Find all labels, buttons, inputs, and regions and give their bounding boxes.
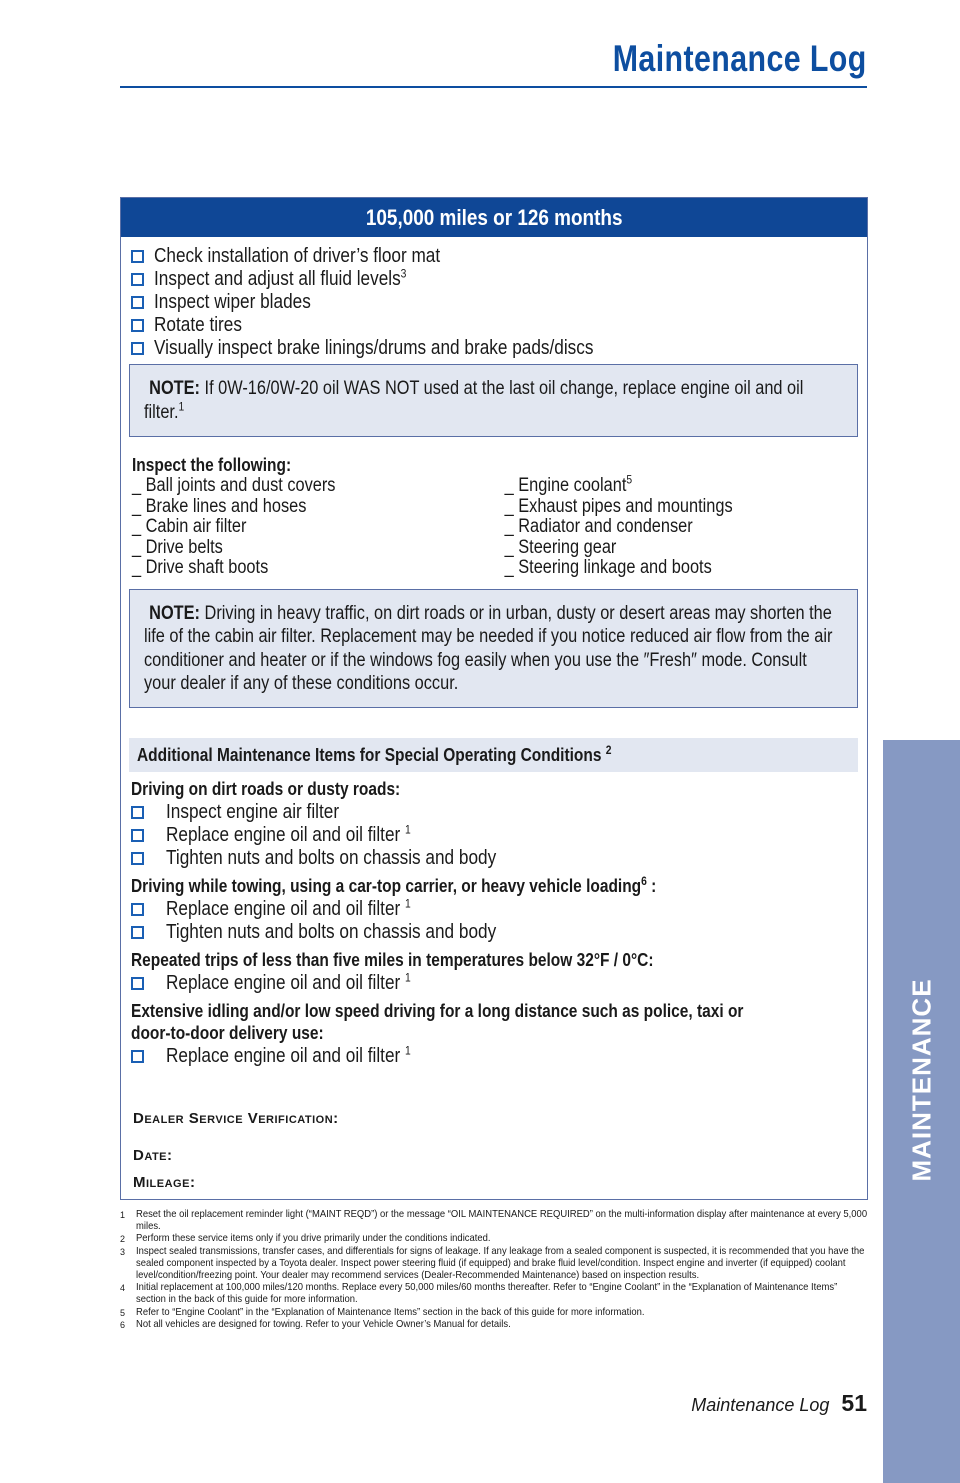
inspect-section: [132, 455, 867, 579]
inspect-item: _ Cabin air filter: [132, 516, 247, 537]
inspect-heading: Inspect the following:: [132, 455, 292, 475]
note-text: Driving in heavy traffic, on dirt roads or in urban, dusty or desert areas may shorten the life of the cabin air filter. Replacement may be needed if you notice reduced air flow from the air conditioner and heater or if the windows fog easily when you use the ″Fresh″ mode. Consult your dealer if any of these conditions occur.: [144, 602, 833, 694]
inspect-item: _ Drive shaft boots: [132, 557, 269, 578]
footnote: 5 Refer to “Engine Coolant” in the “Explanation of Maintenance Items” section in the back of this guide for more information.: [120, 1305, 645, 1318]
inspect-item: _ Steering linkage and boots: [504, 557, 712, 578]
checkbox-icon[interactable]: [131, 296, 144, 309]
title-rule: [120, 86, 867, 88]
condition-group: [121, 1000, 867, 1068]
condition-group: [121, 778, 867, 870]
inspect-item: _ Ball joints and dust covers: [132, 475, 336, 496]
note-label: NOTE:: [149, 378, 200, 399]
checkbox-icon[interactable]: [131, 1050, 144, 1063]
note-oil: NOTE: If 0W-16/0W-20 oil WAS NOT used at the last oil change, replace engine oil and oil filter.$^1$: [129, 364, 858, 437]
inspect-item: _ Drive belts: [132, 536, 223, 558]
condition-label: Repeated trips of less than five miles in temperatures below 32°F / 0°C:: [131, 949, 654, 970]
inspect-item: _ Exhaust pipes and mountings: [504, 495, 733, 517]
condition-item: Inspect engine air filter: [131, 801, 867, 824]
footer-label: Maintenance Log: [691, 1395, 830, 1415]
condition-label: Driving while towing, using a car-top carrier, or heavy vehicle loading$^6$ :: [131, 873, 657, 896]
condition-item: Tighten nuts and bolts on chassis and body: [131, 847, 867, 870]
checkbox-icon[interactable]: [131, 250, 144, 263]
footnote: 1 Reset the oil replacement reminder light (“MAINT REQD”) or the message “OIL MAINTENANCE REQUIRED” on the multi-information display after maintenance at every 5,000 miles.: [120, 1208, 868, 1233]
checkbox-icon[interactable]: [131, 977, 144, 990]
checklist-item: Check installation of driver’s floor mat: [131, 245, 867, 268]
page-number: 51: [841, 1390, 867, 1416]
mileage-label: Mileage:: [133, 1173, 196, 1191]
condition-item: Replace engine oil and oil filter $^1$: [131, 972, 867, 995]
note-label: NOTE:: [149, 602, 200, 624]
condition-item: Replace engine oil and oil filter $^1$: [131, 824, 867, 847]
checkbox-icon[interactable]: [131, 829, 144, 842]
page-footer: [691, 1390, 867, 1417]
condition-label: Driving on dirt roads or dusty roads:: [131, 778, 401, 799]
footnote: 6 Not all vehicles are designed for towing. Refer to your Vehicle Owner’s Manual for details.: [120, 1317, 511, 1330]
inspect-item: _ Engine coolant$^5$: [504, 472, 633, 496]
checkbox-icon[interactable]: [131, 806, 144, 819]
footnote: 3 Inspect sealed transmissions, transfer cases, and differentials for signs of leakage. If any leakage from a sealed component is suspected, it is recommended that you have the sealed component inspected by a Toyota dealer. Inspect power steering fluid (if equipped) and brake fluid level/condition. Inspect engine and inverter (if equipped) coolant level/condition/freezing point. Your dealer may recommend services (Dealer-Recommended Maintenance) based on inspection results.: [120, 1244, 865, 1282]
checkbox-icon[interactable]: [131, 319, 144, 332]
footnotes: [120, 1208, 868, 1330]
checkbox-icon[interactable]: [131, 852, 144, 865]
page-title: Maintenance Log: [613, 38, 867, 79]
side-tab-label: MAINTENANCE: [906, 978, 936, 1182]
condition-item: Replace engine oil and oil filter $^1$: [131, 898, 867, 921]
checkbox-icon[interactable]: [131, 342, 144, 355]
inspect-item: _ Brake lines and hoses: [132, 495, 307, 517]
checklist: [131, 245, 867, 360]
checklist-item: Inspect wiper blades: [131, 291, 867, 314]
side-tab: [883, 740, 960, 1483]
inspect-item: _ Radiator and condenser: [504, 516, 693, 537]
checklist-item: Visually inspect brake linings/drums and brake pads/discs: [131, 337, 867, 360]
service-interval-box: [120, 197, 868, 1200]
note-text: If 0W-16/0W-20 oil WAS NOT used at the last oil change, replace engine oil and oil filter.: [144, 378, 804, 423]
condition-item: Replace engine oil and oil filter $^1$: [131, 1045, 867, 1068]
dealer-verification: [121, 1110, 867, 1191]
condition-group: [121, 949, 867, 995]
dealer-verification-label: Dealer Service Verification:: [133, 1109, 339, 1127]
date-label: Date:: [133, 1146, 173, 1164]
checkbox-icon[interactable]: [131, 273, 144, 286]
inspect-item: _ Steering gear: [504, 536, 617, 558]
condition-group: [121, 875, 867, 944]
interval-header: [121, 198, 867, 237]
footnote: 4 Initial replacement at 100,000 miles/120 months. Replace every 50,000 miles/60 months thereafter. Refer to “Engine Coolant” in the “Explanation of Maintenance Items” section in the back of this guide for more information.: [120, 1281, 838, 1306]
inspect-list: [132, 472, 865, 579]
checklist-item: Inspect and adjust all fluid levels$^3$: [131, 268, 867, 291]
condition-item: Tighten nuts and bolts on chassis and body: [131, 921, 867, 944]
footnote: 2 Perform these service items only if you drive primarily under the conditions indicated.: [120, 1232, 491, 1245]
additional-heading: Additional Maintenance Items for Special Operating Conditions $^2$: [129, 738, 858, 772]
checklist-item: Rotate tires: [131, 314, 867, 337]
checkbox-icon[interactable]: [131, 926, 144, 939]
condition-label: Extensive idling and/or low speed driving for a long distance such as police, taxi or door-to-door delivery use:: [131, 1000, 744, 1043]
note-cabin-filter: [129, 589, 858, 708]
checkbox-icon[interactable]: [131, 903, 144, 916]
interval-label: 105,000 miles or 126 months: [365, 205, 623, 230]
